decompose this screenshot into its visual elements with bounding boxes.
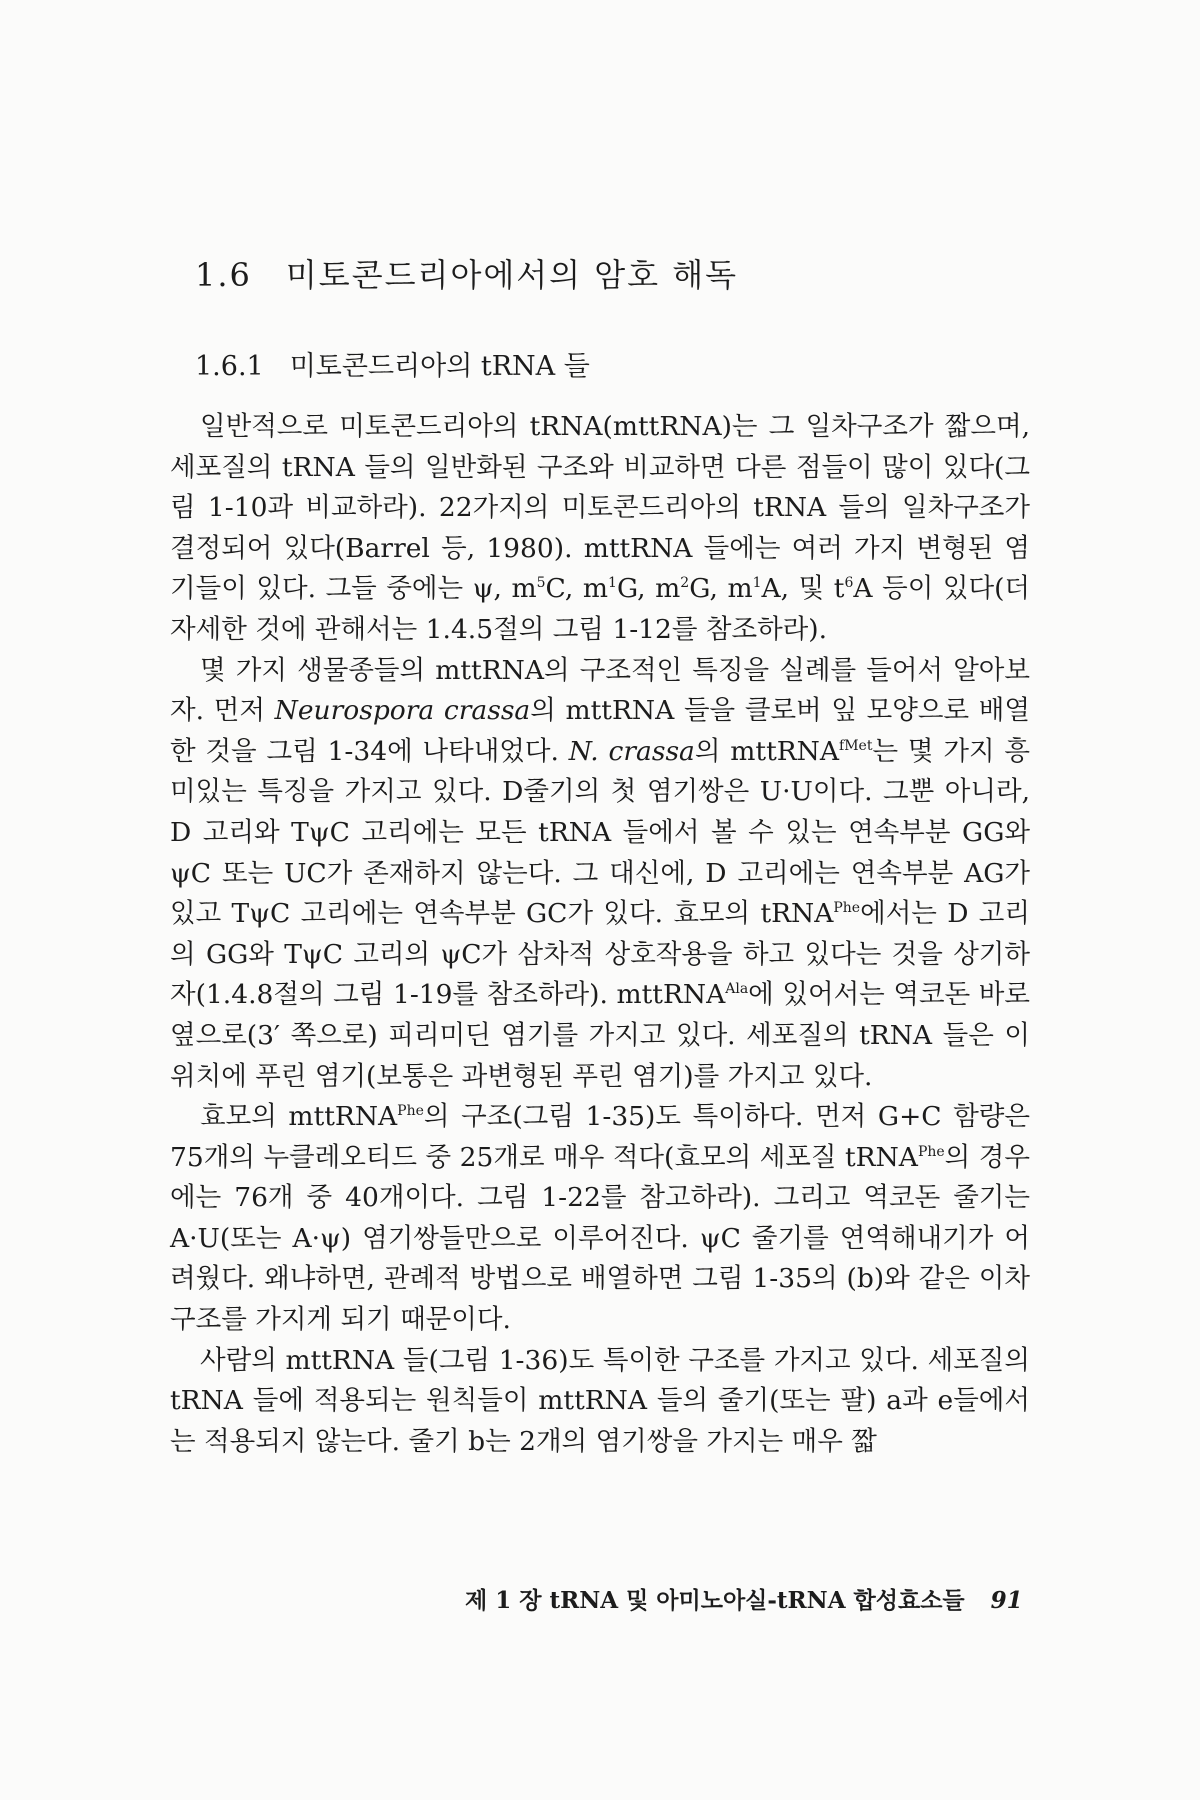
superscript: 1 <box>752 575 762 592</box>
paragraph <box>170 1097 1030 1341</box>
superscript: 1 <box>608 575 617 592</box>
subsection-number: 1.6.1 <box>195 351 264 382</box>
italic-term: N. crassa <box>568 735 695 767</box>
section-number: 1.6 <box>195 256 252 294</box>
text-run: C, m <box>545 573 609 605</box>
text-run: 에 있어서는 역코돈 바로 옆으로(3′ 쪽으로) 피리미딘 염기를 가지고 있다. 세포질의 tRNA 들은 이 위치에 푸린 염기(보통은 과변형된 푸린 염기)를 가지고 있다. <box>170 979 1031 1092</box>
superscript: Phe <box>397 1103 424 1120</box>
superscript: 5 <box>536 575 546 592</box>
paragraph <box>170 1341 1030 1463</box>
paragraph <box>170 651 1030 1098</box>
body-text <box>170 407 1030 1462</box>
text-run: 효모의 mttRNA <box>200 1101 398 1133</box>
text-run: 의 mttRNA <box>694 735 840 767</box>
subsection-title: 미토콘드리아의 tRNA 들 <box>289 351 590 382</box>
text-run: 일반적으로 미토콘드리아의 tRNA(mttRNA)는 그 일차구조가 짧으며, 세포질의 tRNA 들의 일반화된 구조와 비교하면 다른 점들이 많이 있다(그림 1-10과 비교하라). 22가지의 미토콘드리아의 tRNA 들의 일차구조가 결정되어 있다(Barrel 등, 1980). mttRNA 들에는 여러 가지 변형된 염기들이 있다. 그들 중에는 ψ, m <box>170 411 1030 605</box>
text-run: 는 몇 가지 흥미있는 특징을 가지고 있다. D줄기의 첫 염기쌍은 U·U이다. 그뿐 아니라, D 고리와 TψC 고리에는 모든 tRNA 들에서 볼 수 있는 연속부분 GG와 ψC 또는 UC가 존재하지 않는다. 그 대신에, D 고리에는 연속부분 AG가 있고 TψC 고리에는 연속부분 GC가 있다. 효모의 tRNA <box>170 735 1030 930</box>
italic-term: Neurospora crassa <box>274 695 531 727</box>
text-run: 의 경우에는 76개 중 40개이다. 그림 1-22를 참고하라). 그리고 역코돈 줄기는 A·U(또는 A·ψ) 염기쌍들만으로 이루어진다. ψC 줄기를 연역해내기가 어려웠다. 왜냐하면, 관례적 방법으로 배열하면 그림 1-35의 (b)와 같은 이차구조를 가지게 되기 때문이다. <box>170 1141 1030 1336</box>
footer-chapter-title: 제 1 장 tRNA 및 아미노아실-tRNA 합성효소들 <box>465 1587 965 1614</box>
subsection-heading <box>195 344 590 383</box>
text-run: G, m <box>616 573 681 605</box>
superscript: 6 <box>844 575 854 592</box>
running-footer <box>465 1582 1023 1615</box>
section-heading <box>195 250 738 296</box>
superscript: fMet <box>839 737 873 754</box>
text-run: G, m <box>689 573 753 605</box>
text-run: 에서는 D 고리의 GG와 TψC 고리의 ψC가 삼차적 상호작용을 하고 있다는 것을 상기하자(1.4.8절의 그림 1-19를 참조하라). mttRNA <box>170 898 1030 1011</box>
text-run: 의 mttRNA 들을 클로버 잎 모양으로 배열한 것을 그림 1-34에 나타내었다. <box>170 695 1030 767</box>
text-run: 의 구조(그림 1-35)도 특이하다. 먼저 G+C 함량은 75개의 누클레오티드 중 25개로 매우 적다(효모의 세포질 tRNA <box>170 1101 1031 1173</box>
text-run: 사람의 mttRNA 들(그림 1-36)도 특이한 구조를 가지고 있다. 세포질의 tRNA 들에 적용되는 원칙들이 mttRNA 들의 줄기(또는 팔) a과 e들에서는 적용되지 않는다. 줄기 b는 2개의 염기쌍을 가지는 매우 짧 <box>170 1344 1030 1457</box>
section-title: 미토콘드리아에서의 암호 해독 <box>285 256 739 294</box>
text-run: A, 및 t <box>761 573 845 605</box>
text-run: 몇 가지 생물종들의 mttRNA의 구조적인 특징을 실례를 들어서 알아보자. 먼저 <box>170 654 1030 727</box>
superscript: 2 <box>680 575 690 592</box>
superscript: Phe <box>917 1143 945 1160</box>
superscript: Phe <box>833 900 861 917</box>
page-number: 91 <box>990 1587 1023 1614</box>
text-run: A 등이 있다(더 자세한 것에 관해서는 1.4.5절의 그림 1-12를 참조하라). <box>170 573 1031 645</box>
paragraph <box>170 407 1030 651</box>
superscript: Ala <box>725 981 749 998</box>
